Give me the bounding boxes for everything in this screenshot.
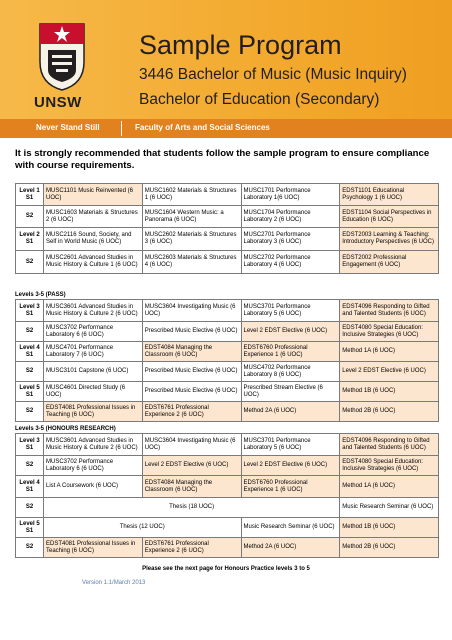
strip-divider <box>121 121 122 136</box>
table-row <box>16 382 439 402</box>
course-cell: MUSC3702 Performance Laboratory 6 (6 UOC) <box>44 456 143 476</box>
level-cell: Level 3 S1 <box>16 434 44 456</box>
section-label-honours: Levels 3-5 (HONOURS RESEARCH) <box>15 426 116 432</box>
level-cell: Level 5 S1 <box>16 382 44 402</box>
course-cell: MUSC4702 Performance Laboratory 8 (6 UOC) <box>241 362 340 382</box>
course-cell: Prescribed Music Elective (6 UOC) <box>142 322 241 342</box>
course-cell: EDST4084 Managing the Classroom (6 UOC) <box>142 342 241 362</box>
course-cell: MUSC3702 Performance Laboratory 6 (6 UOC) <box>44 322 143 342</box>
course-cell: Level 2 EDST Elective (6 UOC) <box>142 456 241 476</box>
semester-cell: S2 <box>16 206 44 228</box>
table-row <box>16 476 439 498</box>
course-cell: MUSC2702 Performance Laboratory 4 (6 UOC) <box>241 251 340 274</box>
version-label: Version 1.1/March 2013 <box>82 580 146 586</box>
level-cell: Level 4 S1 <box>16 342 44 362</box>
course-cell: Level 2 EDST Elective (6 UOC) <box>241 456 340 476</box>
table-row <box>16 342 439 362</box>
semester-cell: S2 <box>16 498 44 518</box>
course-cell: MUSC3601 Advanced Studies in Music History & Culture 2 (6 UOC) <box>44 300 143 322</box>
table-row <box>16 402 439 422</box>
table-row <box>16 456 439 476</box>
course-cell: MUSC3604 Investigating Music (6 UOC) <box>142 434 241 456</box>
course-cell: Method 2B (6 UOC) <box>340 538 439 558</box>
course-cell: EDST6760 Professional Experience 1 (6 UOC) <box>241 476 340 498</box>
page-title: Sample Program <box>139 30 342 60</box>
course-cell: EDST6760 Professional Experience 1 (6 UOC) <box>241 342 340 362</box>
course-cell: MUSC2602 Materials & Structures 3 (6 UOC) <box>142 228 241 251</box>
course-cell: EDST6761 Professional Experience 2 (6 UOC) <box>142 402 241 422</box>
course-cell: Level 2 EDST Elective (6 UOC) <box>241 322 340 342</box>
course-cell: Method 1B (6 UOC) <box>340 382 439 402</box>
course-cell: EDST2002 Professional Engagement (6 UOC) <box>340 251 439 274</box>
semester-cell: S2 <box>16 362 44 382</box>
table-row <box>16 300 439 322</box>
logo-text: UNSW <box>34 94 82 111</box>
footnote: Please see the next page for Honours Practice levels 3 to 5 <box>142 566 310 572</box>
course-cell: Method 2A (6 UOC) <box>241 402 340 422</box>
course-cell: Method 1B (6 UOC) <box>340 518 439 538</box>
course-cell: MUSC3701 Performance Laboratory 5 (6 UOC) <box>241 300 340 322</box>
course-cell: MUSC3101 Capstone (6 UOC) <box>44 362 143 382</box>
course-cell: MUSC3701 Performance Laboratory 5 (6 UOC) <box>241 434 340 456</box>
tagline: Never Stand Still <box>36 123 100 132</box>
table-row <box>16 434 439 456</box>
level-1-2-table <box>15 183 439 274</box>
table-row <box>16 362 439 382</box>
table-row <box>16 184 439 206</box>
course-cell: EDST2003 Learning & Teaching: Introductory Perspectives (6 UOC) <box>340 228 439 251</box>
header-banner <box>0 0 452 138</box>
course-cell: EDST4084 Managing the Classroom (6 UOC) <box>142 476 241 498</box>
course-cell: EDST4080 Special Education: Inclusive Strategies (6 UOC) <box>340 456 439 476</box>
level-cell: Level 4 S1 <box>16 476 44 498</box>
course-cell: MUSC3604 Investigating Music (6 UOC) <box>142 300 241 322</box>
course-cell: EDST1104 Social Perspectives in Education (6 UOC) <box>340 206 439 228</box>
table-row <box>16 251 439 274</box>
course-cell: Prescribed Music Elective (6 UOC) <box>142 362 241 382</box>
semester-cell: S2 <box>16 456 44 476</box>
course-cell: Method 2B (6 UOC) <box>340 402 439 422</box>
course-cell: Prescribed Music Elective (6 UOC) <box>142 382 241 402</box>
course-cell: Method 1A (6 UOC) <box>340 476 439 498</box>
course-cell: EDST4080 Special Education: Inclusive Strategies (6 UOC) <box>340 322 439 342</box>
course-cell: MUSC1602 Materials & Structures 1 (6 UOC) <box>142 184 241 206</box>
course-cell: EDST4081 Professional Issues in Teaching (6 UOC) <box>44 538 143 558</box>
honours-table <box>15 433 439 558</box>
program-subtitle: Bachelor of Education (Secondary) <box>139 91 380 108</box>
semester-cell: S2 <box>16 402 44 422</box>
table-row <box>16 518 439 538</box>
level-cell: Level 5 S1 <box>16 518 44 538</box>
semester-cell: S2 <box>16 251 44 274</box>
course-cell: MUSC1603 Materials & Structures 2 (6 UOC) <box>44 206 143 228</box>
course-cell: MUSC3601 Advanced Studies in Music History & Culture 2 (6 UOC) <box>44 434 143 456</box>
semester-cell: S2 <box>16 538 44 558</box>
course-cell: MUSC4601 Directed Study (6 UOC) <box>44 382 143 402</box>
intro-text: It is strongly recommended that students follow the sample program to ensure compliance with course requirements. <box>15 148 430 171</box>
course-cell: MUSC2116 Sound, Society, and Self in World Music (6 UOC) <box>44 228 143 251</box>
table-row <box>16 206 439 228</box>
faculty-name: Faculty of Arts and Social Sciences <box>135 123 270 132</box>
course-cell: Level 2 EDST Elective (6 UOC) <box>340 362 439 382</box>
course-cell: EDST4096 Responding to Gifted and Talented Students (6 UOC) <box>340 300 439 322</box>
program-title: 3446 Bachelor of Music (Music Inquiry) <box>139 66 407 83</box>
course-cell: Music Research Seminar (6 UOC) <box>340 498 439 518</box>
course-cell: MUSC2603 Materials & Structures 4 (6 UOC) <box>142 251 241 274</box>
unsw-crest-icon <box>36 22 88 92</box>
course-cell: EDST4096 Responding to Gifted and Talented Students (6 UOC) <box>340 434 439 456</box>
course-cell: Music Research Seminar (6 UOC) <box>241 518 340 538</box>
course-cell: EDST4081 Professional Issues in Teaching (6 UOC) <box>44 402 143 422</box>
level-cell: Level 3 S1 <box>16 300 44 322</box>
table-row <box>16 228 439 251</box>
course-cell: List A Coursework (6 UOC) <box>44 476 143 498</box>
thesis-cell: Thesis (18 UOC) <box>44 498 340 518</box>
course-cell: EDST1101 Educational Psychology 1 (6 UOC) <box>340 184 439 206</box>
level-cell: Level 2 S1 <box>16 228 44 251</box>
course-cell: EDST6761 Professional Experience 2 (6 UOC) <box>142 538 241 558</box>
table-row <box>16 498 439 518</box>
section-label-pass: Levels 3-5 (PASS) <box>15 292 66 298</box>
level-cell: Level 1 S1 <box>16 184 44 206</box>
course-cell: MUSC1704 Performance Laboratory 2 (6 UOC) <box>241 206 340 228</box>
course-cell: Method 2A (6 UOC) <box>241 538 340 558</box>
course-cell: MUSC2701 Performance Laboratory 3 (6 UOC) <box>241 228 340 251</box>
course-cell: MUSC1101 Music Reinvented (6 UOC) <box>44 184 143 206</box>
semester-cell: S2 <box>16 322 44 342</box>
course-cell: Method 1A (6 UOC) <box>340 342 439 362</box>
course-cell: MUSC4701 Performance Laboratory 7 (6 UOC) <box>44 342 143 362</box>
course-cell: MUSC1604 Western Music: a Panorama (6 UOC) <box>142 206 241 228</box>
table-row <box>16 322 439 342</box>
pass-table <box>15 299 439 422</box>
course-cell: MUSC2601 Advanced Studies in Music History & Culture 1 (6 UOC) <box>44 251 143 274</box>
thesis-cell: Thesis (12 UOC) <box>44 518 242 538</box>
course-cell: Prescribed Stream Elective (6 UOC) <box>241 382 340 402</box>
course-cell: MUSC1701 Performance Laboratory 1(6 UOC) <box>241 184 340 206</box>
table-row <box>16 538 439 558</box>
